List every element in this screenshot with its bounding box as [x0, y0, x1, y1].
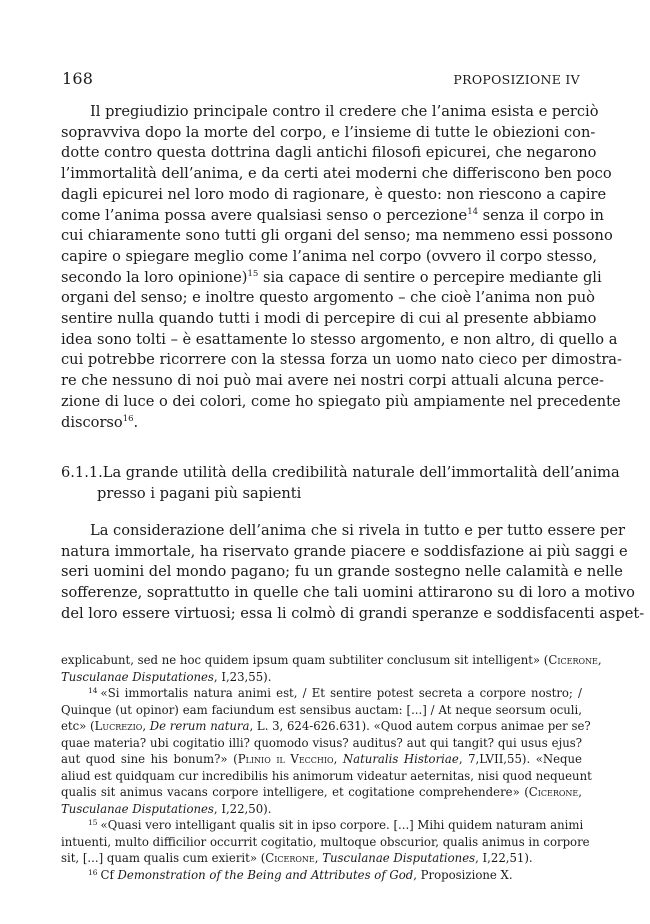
footnote-line: intuenti, multo difficilior occurrit cogitatio, multoque obscurior, qualis animus in corpore [61, 834, 590, 849]
work-title: Naturalis Historiae [342, 752, 459, 766]
running-head [453, 72, 580, 87]
page-number: 168 [62, 69, 94, 88]
author-name: Cicerone [528, 785, 579, 799]
text-line: cui chiaramente sono tutti gli organi del senso; ma nemmeno essi possono [61, 227, 613, 245]
footnote-number-16: 16 [88, 867, 98, 877]
author-name: Plinio il Vecchio [237, 752, 334, 766]
text-line [61, 413, 582, 434]
section-heading-line [61, 462, 620, 483]
footnote-ref-14[interactable]: 14 [467, 206, 479, 217]
text-fragment: «Si immortalis natura animi est, / Et sentire potest secreta a corpore nostro; / [100, 686, 582, 700]
text-line: sentire nulla quando tutti i modi di percepire di cui al presente abbiamo [61, 310, 597, 328]
footnote-ref-15[interactable]: 15 [247, 268, 259, 279]
text-fragment: qualis sit animus vacans corpore intelligere, et cogitatione comprehendere» ( [61, 785, 529, 799]
text-fragment: come l’anima possa avere qualsiasi senso o percezione [61, 206, 468, 224]
text-fragment: «Quasi vero intelligant qualis sit in ipso corpore. [...] Mihi quidem naturam animi [100, 818, 584, 832]
text-line: organi del senso; e inoltre questo argomento – che cioè l’anima non può [61, 289, 595, 307]
footnotes [61, 652, 602, 883]
text-line: Il pregiudizio principale contro il credere che l’anima esista e perciò [90, 103, 599, 120]
text-fragment: senza il corpo in [478, 206, 604, 224]
footnote-number-15: 15 [88, 818, 98, 827]
text-line [61, 206, 604, 227]
work-title: Tusculanae Disputationes [322, 851, 476, 865]
footnote-line [61, 784, 582, 801]
work-title: Tusculanae Disputationes [61, 801, 214, 816]
text-line: cui potrebbe ricorrere con la stessa forza un uomo nato cieco per dimostra- [61, 351, 622, 369]
footnote-line: aliud est quidquam cur incredibilis his animorum videatur aeternitas, nisi quod nequeunt [61, 768, 592, 783]
text-line: capire o spiegare meglio come l’anima nel corpo (ovvero il corpo stesso, [61, 247, 598, 265]
text-fragment: secondo la loro opinione) [61, 268, 248, 286]
text-fragment: etc» ( [61, 719, 95, 733]
text-fragment: , I,22,50). [213, 801, 272, 816]
text-fragment: explicabunt, sed ne hoc quidem ipsum quam subtiliter conclusum sit intelligent» ( [61, 653, 549, 667]
running-head-text: PROPOSIZIONE IV [453, 72, 580, 87]
footnote-line [61, 685, 582, 702]
footnote-line [61, 801, 582, 818]
footnote-line [61, 669, 582, 686]
footnote-ref-16[interactable]: 16 [122, 413, 134, 424]
text-fragment: , 7,LVII,55). «Neque [458, 752, 582, 766]
text-line: La considerazione dell’anima che si rivela in tutto e per tutto essere per [90, 522, 625, 539]
text-line: dagli epicurei nel loro modo di ragionare, è questo: non riescono a capire [61, 185, 607, 203]
text-line: sofferenze, soprattutto in quelle che tali uomini attirarono su di loro a motivo [61, 584, 635, 602]
text-line: idea sono tolti – è esattamente lo stesso argomento, e non altro, di quello a [61, 330, 618, 348]
text-line [61, 268, 602, 289]
text-fragment: sit, [...] quam qualis cum exierit» ( [61, 851, 266, 865]
text-fragment: , [578, 785, 582, 799]
text-fragment: , I,22,51). [475, 851, 533, 865]
work-title: De rerum natura [149, 719, 250, 733]
work-title: Tusculanae Disputationes [61, 669, 214, 684]
text-fragment: aut quod sine his bonum?» ( [61, 752, 238, 766]
author-name: Cicerone [265, 851, 315, 865]
footnote-line: etc» (Lucrezio, De rerum natura, L. 3, 624-626.631). «Quod autem corpus animae per se? [61, 719, 591, 733]
text-line: sopravviva dopo la morte del corpo, e l’insieme di tutte le obiezioni con- [61, 123, 596, 141]
footnote-number-14: 14 [88, 686, 98, 695]
text-line: zione di luce o dei colori, come ho spiegato più ampiamente nel precedente [61, 392, 621, 410]
paragraph-1 [61, 102, 622, 433]
footnote-line: explicabunt, sed ne hoc quidem ipsum quam subtiliter conclusum sit intelligent» (Cicerone, [61, 653, 602, 667]
footnote-line [61, 850, 582, 867]
section-heading [61, 462, 620, 504]
text-line: del loro essere virtuosi; essa li colmò di grandi speranze e soddisfacenti aspet- [61, 604, 645, 622]
text-fragment: , I,23,55). [213, 669, 272, 684]
footnote-line: quae materia? ubi cogitatio illi? quomodo visus? auditus? aut qui tangit? qui usus ejus? [61, 735, 582, 750]
footnote-line [61, 817, 582, 834]
text-fragment: . [133, 413, 139, 431]
text-line: dotte contro questa dottrina dagli antichi filosofi epicurei, che negarono [61, 144, 597, 162]
author-name: Lucrezio [94, 719, 143, 733]
text-line: l’immortalità dell’anima, e da certi atei moderni che differiscono ben poco [61, 165, 612, 183]
footnote-line: Quinque (ut opinor) eam faciundum est sensibus auctam: [...] / At neque seorsum oculi, [61, 702, 582, 717]
text-fragment: , L. 3, 624-626.631). «Quod autem corpus animae per se? [249, 719, 591, 733]
paragraph-2 [61, 521, 645, 625]
section-heading-line: presso i pagani più sapienti [97, 485, 302, 502]
section-number: 6.1.1. [61, 464, 103, 481]
text-fragment: discorso [61, 413, 123, 431]
text-fragment: Cf [100, 867, 118, 882]
text-fragment: , Proposizione X. [413, 867, 513, 882]
footnote-line [61, 867, 582, 884]
text-line: re che nessuno di noi può mai avere nei nostri corpi attuali alcuna perce- [61, 372, 604, 390]
text-line: natura immortale, ha riservato grande piacere e soddisfazione ai più saggi e [61, 542, 628, 560]
text-fragment: sia capace di sentire o percepire mediante gli [258, 268, 602, 286]
text-line: seri uomini del mondo pagano; fu un grande sostegno nelle calamità e nelle [61, 563, 623, 581]
work-title: Demonstration of the Being and Attributes of God [117, 867, 414, 882]
footnote-line: aut quod sine his bonum?» (Plinio il Vecchio, Naturalis Historiae, 7,LVII,55). «Neque [61, 752, 582, 766]
section-title: La grande utilità della credibilità naturale dell’immortalità dell’anima [102, 464, 620, 481]
text-fragment: , [314, 851, 323, 865]
author-name: Cicerone [548, 653, 598, 667]
